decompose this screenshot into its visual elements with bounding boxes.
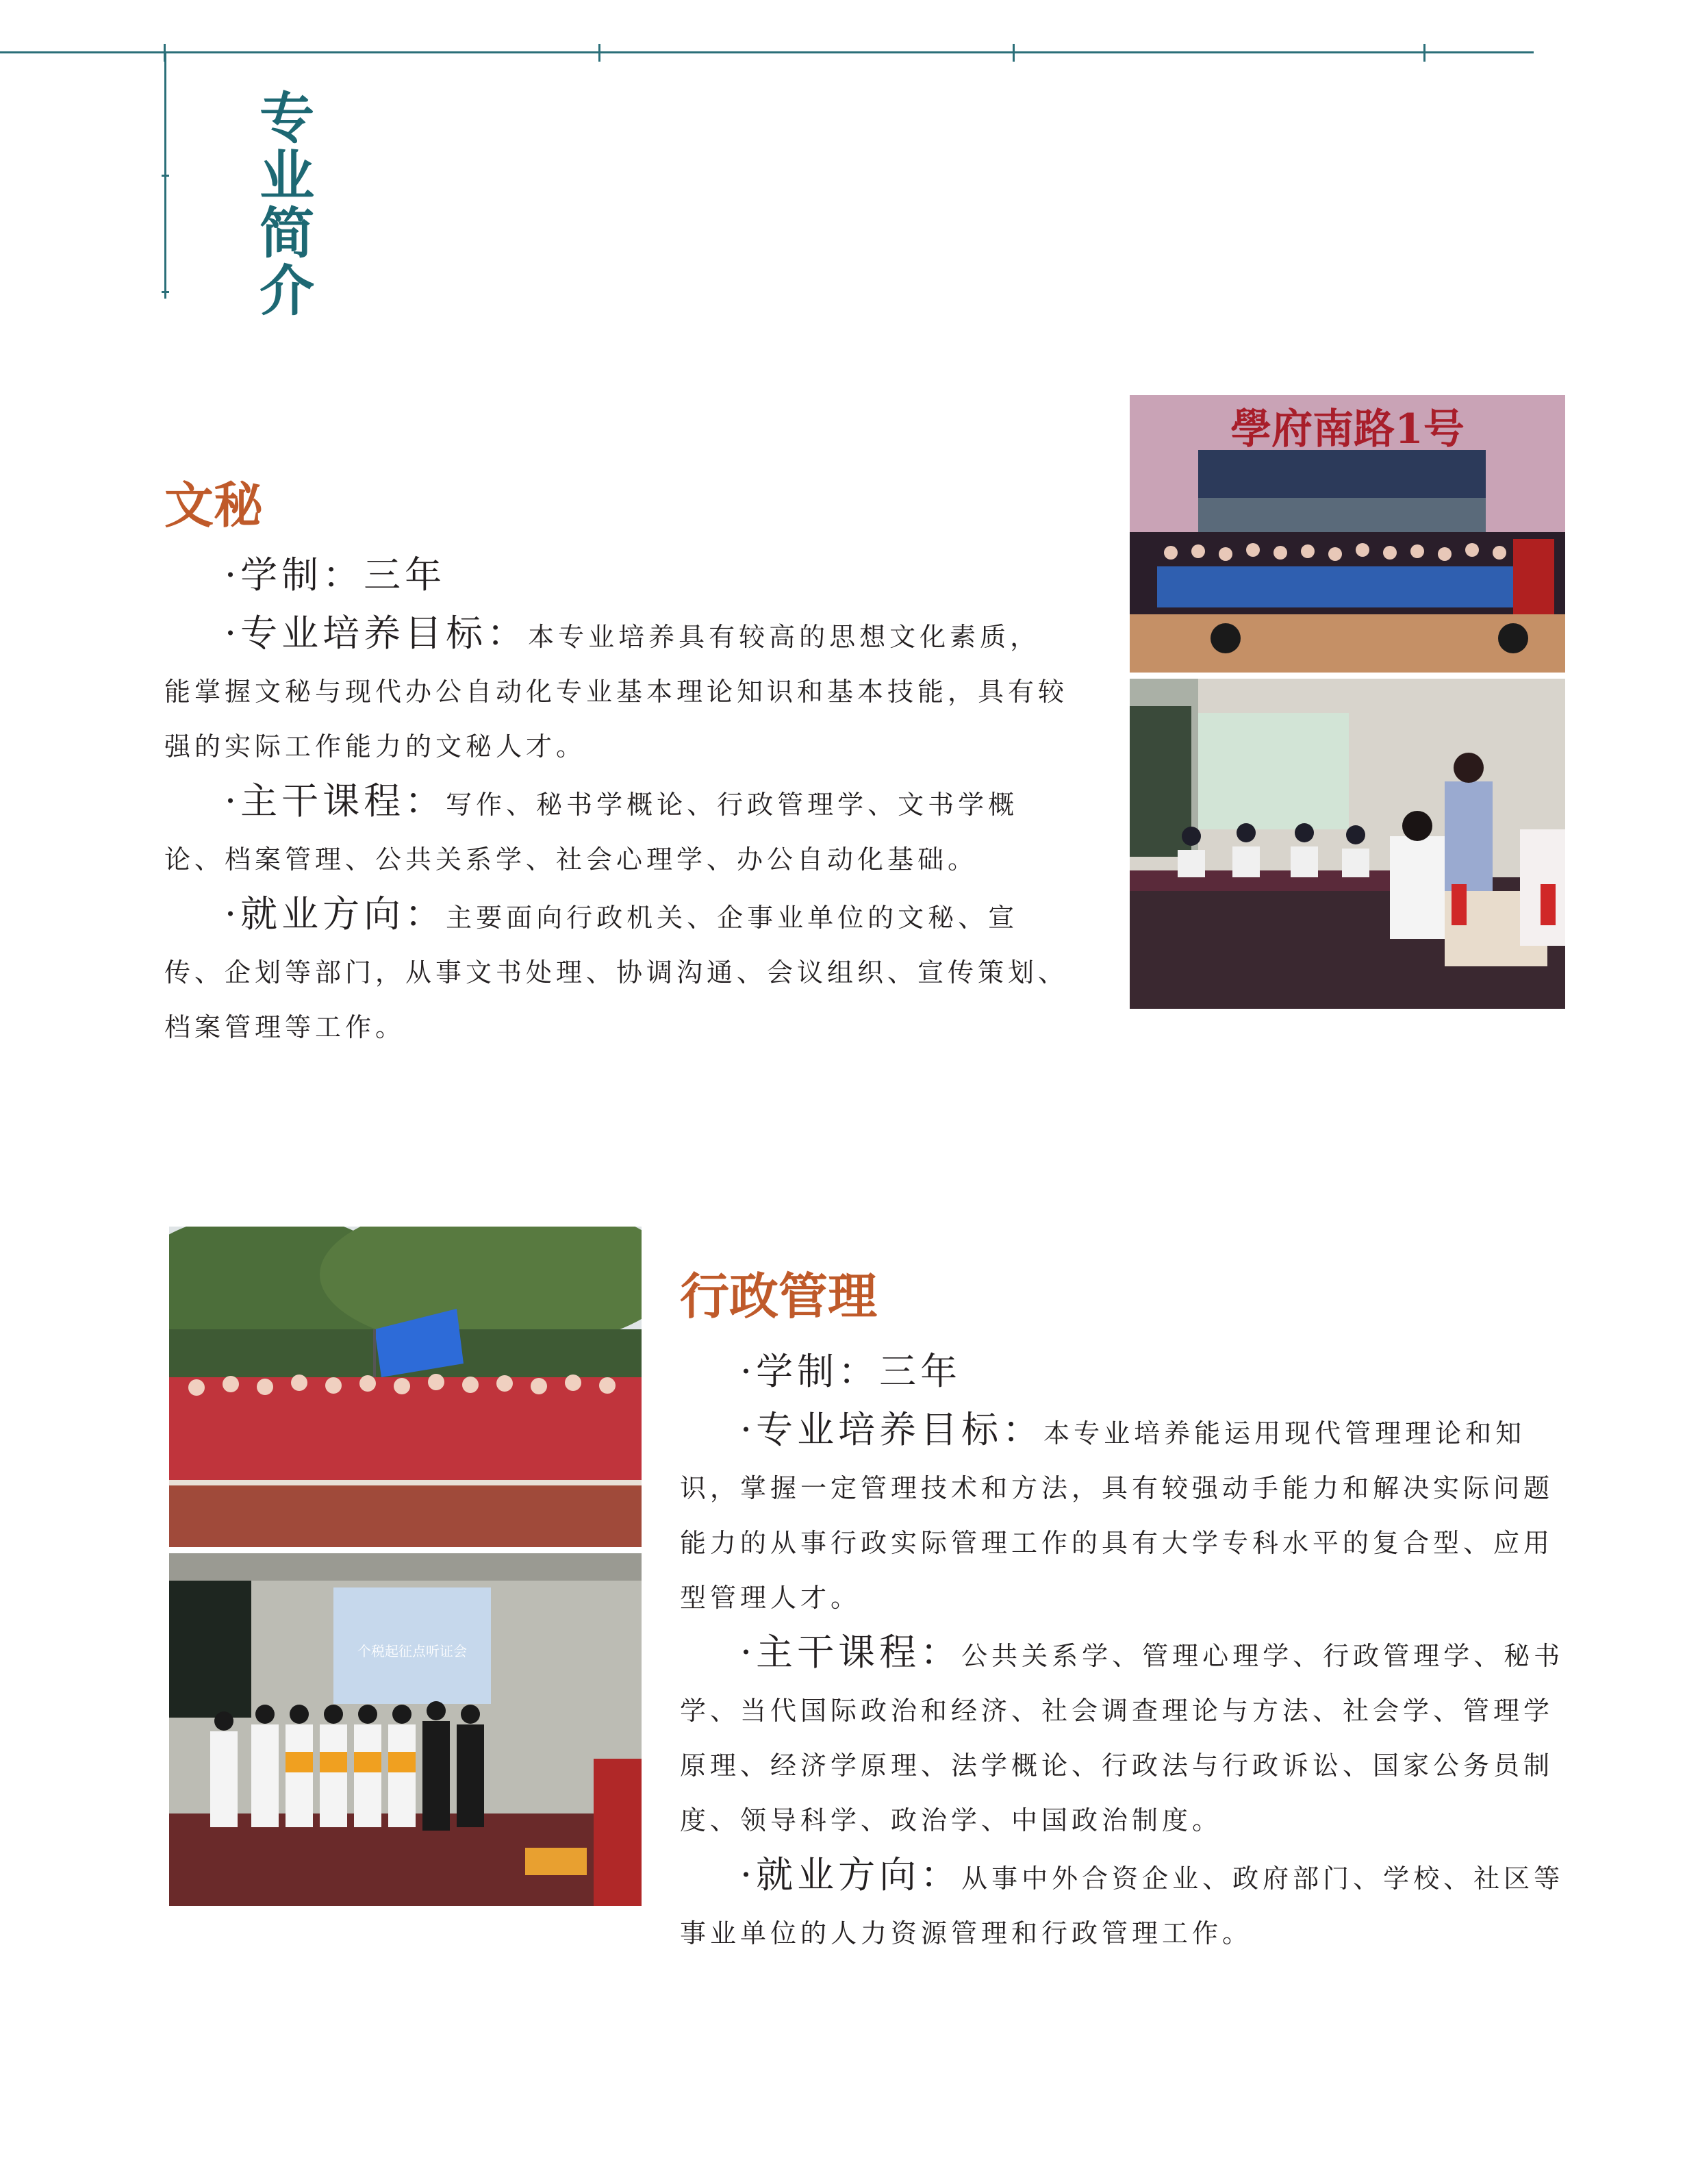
item-term: ·主干课程： [740, 1631, 962, 1674]
photo-stage-performance [1130, 395, 1565, 673]
item-career [680, 1848, 1570, 1961]
side-rule-tick [162, 175, 169, 177]
section-heading-public-admin: 行政管理 [680, 1267, 878, 1325]
photo-hearing-ceremony [169, 1553, 642, 1906]
rule-tick [1013, 44, 1015, 62]
item-text: 公共关系学、管理心理学、行政管理学、秘书学、当代国际政治和经济、社会调查理论与方法、社会学、管理学原理、经济学原理、法学概论、行政法与行政诉讼、国家公务员制度、领导科学、政治学、中国政治制度。 [680, 1641, 1564, 1835]
item-main-courses [164, 774, 1068, 887]
page-title: 专业简介 [250, 89, 315, 319]
section-body-secretarial [164, 548, 1068, 1055]
rule-tick [598, 44, 600, 62]
section-heading-secretarial: 文秘 [164, 476, 264, 534]
top-rule [0, 51, 1534, 53]
photo-outdoor-group [169, 1227, 642, 1547]
item-training-goal [680, 1403, 1570, 1625]
photo-meeting-room [1130, 679, 1565, 1009]
item-term: ·就业方向： [225, 892, 446, 936]
side-rule-tick [162, 291, 169, 293]
item-term: ·学制： [740, 1350, 880, 1393]
item-term: ·专业培养目标： [225, 612, 529, 655]
item-duration [680, 1344, 1570, 1403]
photo-screen-caption: 个税起征点听证会 [357, 1643, 467, 1659]
item-term: ·主干课程： [225, 779, 446, 823]
photo-banner-text: 學府南路1号 [1230, 405, 1465, 453]
item-duration [164, 548, 1068, 606]
item-text: 本专业培养能运用现代管理理论和知识，掌握一定管理技术和方法，具有较强动手能力和解决实际问题能力的从事行政实际管理工作的具有大学专科水平的复合型、应用型管理人才。 [680, 1418, 1554, 1613]
item-term: ·学制： [225, 553, 364, 597]
item-career [164, 887, 1068, 1055]
section-body-public-admin [680, 1344, 1570, 1961]
item-text: 主要面向行政机关、企事业单位的文秘、宣传、企划等部门，从事文书处理、协调沟通、会议组织、宣传策划、档案管理等工作。 [164, 903, 1069, 1042]
item-main-courses [680, 1625, 1570, 1848]
item-text: 三年 [364, 553, 446, 597]
item-text: 写作、秘书学概论、行政管理学、文书学概论、档案管理、公共关系学、社会心理学、办公自动化基础。 [164, 790, 1019, 875]
item-training-goal [164, 606, 1068, 774]
item-term: ·专业培养目标： [740, 1408, 1044, 1451]
item-term: ·就业方向： [740, 1853, 962, 1896]
rule-tick [1423, 44, 1425, 62]
item-text: 三年 [879, 1350, 962, 1393]
item-text: 从事中外合资企业、政府部门、学校、社区等事业单位的人力资源管理和行政管理工作。 [680, 1863, 1564, 1948]
item-text: 本专业培养具有较高的思想文化素质，能掌握文秘与现代办公自动化专业基本理论知识和基本技能，具有较强的实际工作能力的文秘人才。 [164, 622, 1069, 762]
